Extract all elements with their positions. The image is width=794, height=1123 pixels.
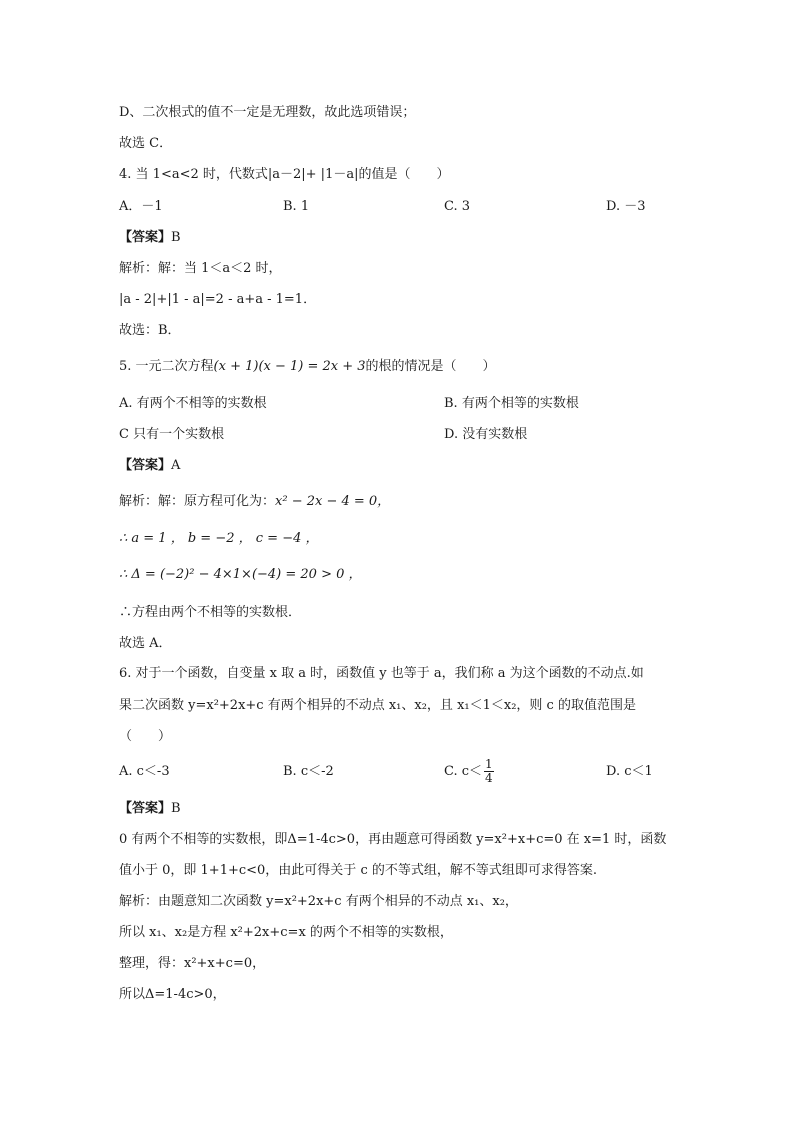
q6-stem-line-2: 果二次函数 y=x²+2x+c 有两个相异的不动点 x₁、x₂，且 x₁＜1＜x₂，则 c 的取值范围是	[119, 698, 636, 713]
q5-stem-suffix: 的根的情况是（ ）	[365, 359, 496, 374]
answer-label: 【答案】	[119, 801, 172, 816]
q5-coefficients	[119, 530, 319, 548]
q6-option-c-fraction	[484, 758, 494, 785]
q6-hint-line-1: 0 有两个不相等的实数根，即Δ=1-4c>0，再由题意可得函数 y=x²+x+c=0 在 x=1 时，函数	[119, 832, 667, 847]
q5-coefficients-text: ∴ a = 1 ， b = −2 ， c = −4 ，	[119, 531, 319, 546]
q5-conclusion: ∴方程由两个不相等的实数根．	[119, 605, 302, 620]
answer-value: B	[171, 801, 181, 816]
q6-option-b: B. c＜-2	[283, 764, 334, 779]
q4-analysis: 解析：解：当 1＜a＜2 时，	[119, 261, 282, 276]
q3-choice: 故选 C．	[119, 136, 173, 151]
q5-option-d: D. 没有实数根	[444, 427, 528, 442]
q6-option-c	[444, 755, 494, 789]
q6-option-d: D. c＜1	[606, 764, 653, 779]
q4-option-d: D. －3	[606, 199, 646, 214]
q4-calculation: |a - 2|+|1 - a|=2 - a+a - 1=1．	[119, 292, 317, 307]
answer-label: 【答案】	[119, 458, 172, 473]
answer-value: B	[171, 230, 181, 245]
fraction-numerator: 1	[485, 757, 493, 771]
q5-analysis	[119, 493, 390, 511]
q6-answer	[119, 800, 181, 818]
q6-option-a: A. c＜-3	[119, 764, 170, 779]
q5-option-c: C 只有一个实数根	[119, 427, 225, 442]
q6-stem-line-1: 6. 对于一个函数，自变量 x 取 a 时，函数值 y 也等于 a，我们称 a 为这个函数的不动点.如	[119, 666, 644, 681]
q4-choice: 故选：B．	[119, 323, 181, 338]
q6-stem-line-3: （ ）	[119, 729, 172, 744]
q5-stem-equation: (x + 1)(x − 1) = 2x + 3	[213, 359, 366, 374]
q5-analysis-prefix: 解析：解：原方程可化为：	[119, 494, 276, 509]
q5-answer	[119, 457, 180, 475]
answer-label: 【答案】	[119, 230, 172, 245]
q6-analysis-line-4: 所以Δ=1-4c>0，	[119, 987, 226, 1002]
q3-option-d-explanation: D、二次根式的值不一定是无理数，故此选项错误；	[119, 105, 416, 120]
q5-discriminant	[119, 566, 362, 584]
fraction-denominator: 4	[485, 771, 493, 785]
q4-answer	[119, 229, 181, 247]
q6-analysis-line-3: 整理，得：x²+x+c=0，	[119, 956, 266, 971]
q4-stem: 4. 当 1<a<2 时，代数式|a－2|+ |1－a|的值是（ ）	[119, 167, 450, 182]
q6-option-c-label: C. c＜	[444, 764, 483, 779]
q4-option-c: C. 3	[444, 199, 471, 214]
q6-analysis-line-2: 所以 x₁、x₂是方程 x²+2x+c=x 的两个不相等的实数根，	[119, 925, 453, 940]
q5-option-a: A. 有两个不相等的实数根	[119, 396, 267, 411]
q4-option-b: B. 1	[283, 199, 310, 214]
q5-stem-prefix: 5. 一元二次方程	[119, 359, 214, 374]
q5-stem	[119, 358, 496, 376]
q6-analysis-line-1: 解析：由题意知二次函数 y=x²+2x+c 有两个相异的不动点 x₁、x₂，	[119, 894, 518, 909]
answer-value: A	[171, 458, 181, 473]
q5-analysis-equation: x² − 2x − 4 = 0，	[275, 494, 391, 509]
q4-option-a: A．－1	[119, 199, 163, 214]
q5-option-b: B. 有两个相等的实数根	[444, 396, 579, 411]
q5-choice: 故选 A．	[119, 636, 172, 651]
q6-hint-line-2: 值小于 0，即 1+1+c<0，由此可得关于 c 的不等式组，解不等式组即可求得答案.	[119, 863, 597, 878]
q5-discriminant-text: ∴ Δ = (−2)² − 4×1×(−4) = 20 > 0 ，	[119, 567, 362, 582]
